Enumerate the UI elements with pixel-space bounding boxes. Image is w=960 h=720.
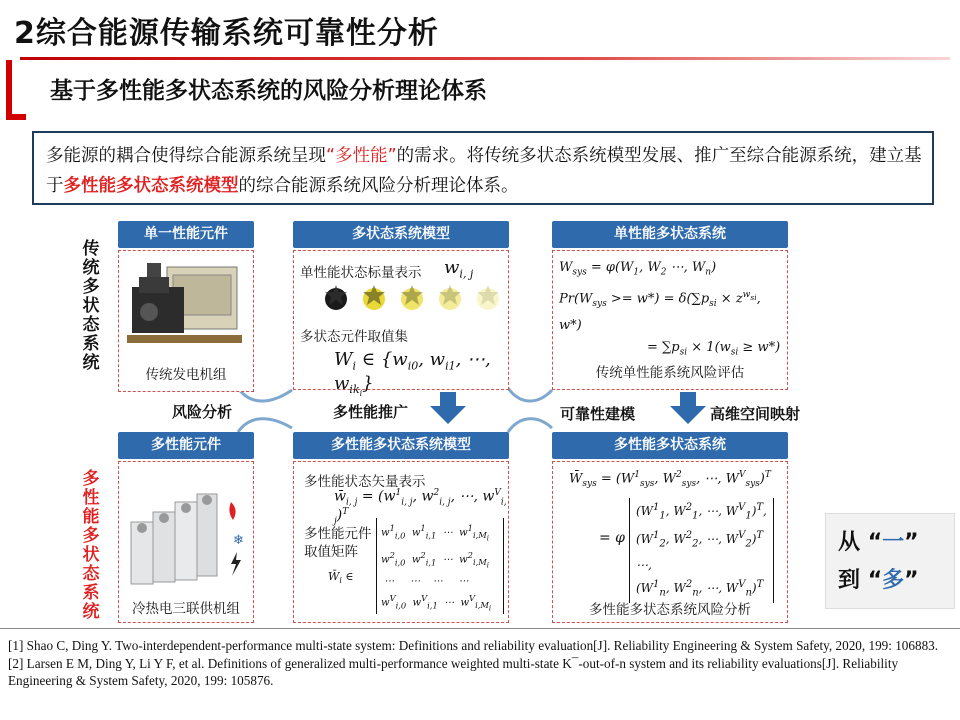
reference-item: [1] Shao C, Ding Y. Two-interdependent-performance multi-state system: Definitions and reliability evaluation[J]. Reliability Engineering & System Safety, 2020, 199: 106883. [8,638,939,653]
panel-title: 多性能多状态系统模型 [293,432,509,459]
intro-text-2: 的需求。将传统多状态系统模型发展、推广至综合能源系统，建立基于 [46,146,922,196]
fire-icon [229,502,235,520]
state-set-formula: $W_i$ ∈ {$w_{i0}$, $w_{i1}$, ⋯, $w_{ik_i}$} [334,349,491,399]
reference-divider [0,628,960,629]
panel-caption: 多性能多状态系统风险分析 [589,602,751,618]
system-vector-formula: $W̄_{sys} = (W^1_{sys}$, $W^2_{sys}$, ⋯, $W^V_{sys})^T$ [569,470,771,489]
single-perf-formulas: $W_{sys} = \varphi(W_1$, $W_2$ ⋯, $W_n$) $Pr(W_{sys} >= w*) = \delta(\sum p_{si} \times z^{w_{si}}$, w*) = $\sum p_{si} \times 1(w_{si} \ge w*)$ [559,260,781,358]
panel-title: 单性能多状态系统 [552,221,788,248]
page-title: 2综合能源传输系统可靠性分析 [14,16,439,51]
panel-label: 多性能元件 [304,526,372,542]
panel-title: 单一性能元件 [118,221,254,248]
generator-image [127,257,247,352]
panel-multi-perf-mss [552,432,788,623]
value-matrix: $w^1_{i,0}$ $w^1_{i,1}$ ⋯ $w^1_{i,M_i}$ $w^2_{i,0}$ $w^2_{i,1}$ ⋯ $w^2_{i,M_i}$ ⋯ ⋯ ⋯ ⋯ $w^V_{i,0}$ $w^V_{i,1}$ ⋯ $w^V_{i,M_i}$ [376,518,504,614]
panel-multi-element [118,432,254,623]
bulb-icons [322,283,522,317]
panel-mss-model [293,221,509,399]
phi-symbol: = φ [599,530,625,546]
panel-caption: 冷热电三联供机组 [132,601,240,617]
reference-item: [2] Larsen E M, Ding Y, Li Y F, et al. Definitions of generalized multi-performance weighted multi-state K¯-out-of-n system and its reliability evaluations[J]. Reliability Engineering & System Safety, 2020, 199: 105876. [8,655,899,688]
section-subtitle: 基于多性能多状态系统的风险分析理论体系 [50,78,487,104]
cchp-unit-image [123,472,249,592]
panel-title: 多性能多状态系统 [552,432,788,459]
slogan-line-1: 从 “一” [838,530,919,555]
state-scalar-formula: $w_{i, j}$ [444,257,474,281]
svg-text:❄: ❄ [233,533,244,548]
side-label-multi: 多性能多状态系统 [82,469,100,622]
arrow-label-mapping: 高维空间映射 [710,405,801,423]
panel-caption: 传统单性能系统风险评估 [595,365,745,381]
slogan-box [825,513,955,609]
panel-label: 多性能状态矢量表示 [304,474,426,490]
panel-label: 取值矩阵 [304,544,358,560]
intro-text-3: 的综合能源系统风险分析理论体系。 [238,176,519,196]
intro-highlight-1: “多性能” [326,146,397,166]
matrix-lhs: $W̄_i$ ∈ [328,570,354,586]
panel-title: 多状态系统模型 [293,221,509,248]
intro-text-1: 多能源的耦合使得综合能源系统呈现 [46,146,326,166]
slogan-line-2: 到 “多” [838,568,919,593]
side-label-traditional: 传统多状态系统 [82,239,100,373]
panel-single-perf-mss [552,221,788,390]
panel-single-element [118,221,254,392]
arrow-label-risk: 风险分析 [172,403,233,421]
system-structure-formula: ($W^1_1$, $W^2_1$, ⋯, $W^V_1)^T$, ($W^1_2$, $W^2_2$, ⋯, $W^V_2)^T$ ⋯, ($W^1_n$, $W^2_n$, ⋯, $W^V_n)^T$ [629,498,774,603]
panel-multi-mss-model [293,432,509,623]
intro-highlight-2: 多性能多状态系统模型 [63,176,239,196]
arrow-label-generalize: 多性能推广 [333,403,409,421]
panel-label: 多状态元件取值集 [300,329,408,345]
panel-label: 单性能状态标量表示 [300,265,422,281]
lightning-icon [231,552,241,576]
panel-caption: 传统发电机组 [145,367,227,383]
panel-title: 多性能元件 [118,432,254,459]
state-vector-formula: $w̄_{i, j} = (w^1_{i, j}$, $w^2_{i, j}$, ⋯, $w^V_{i, j})^T$ [334,488,507,527]
arrow-label-reliability: 可靠性建模 [560,405,636,423]
references [8,637,953,690]
